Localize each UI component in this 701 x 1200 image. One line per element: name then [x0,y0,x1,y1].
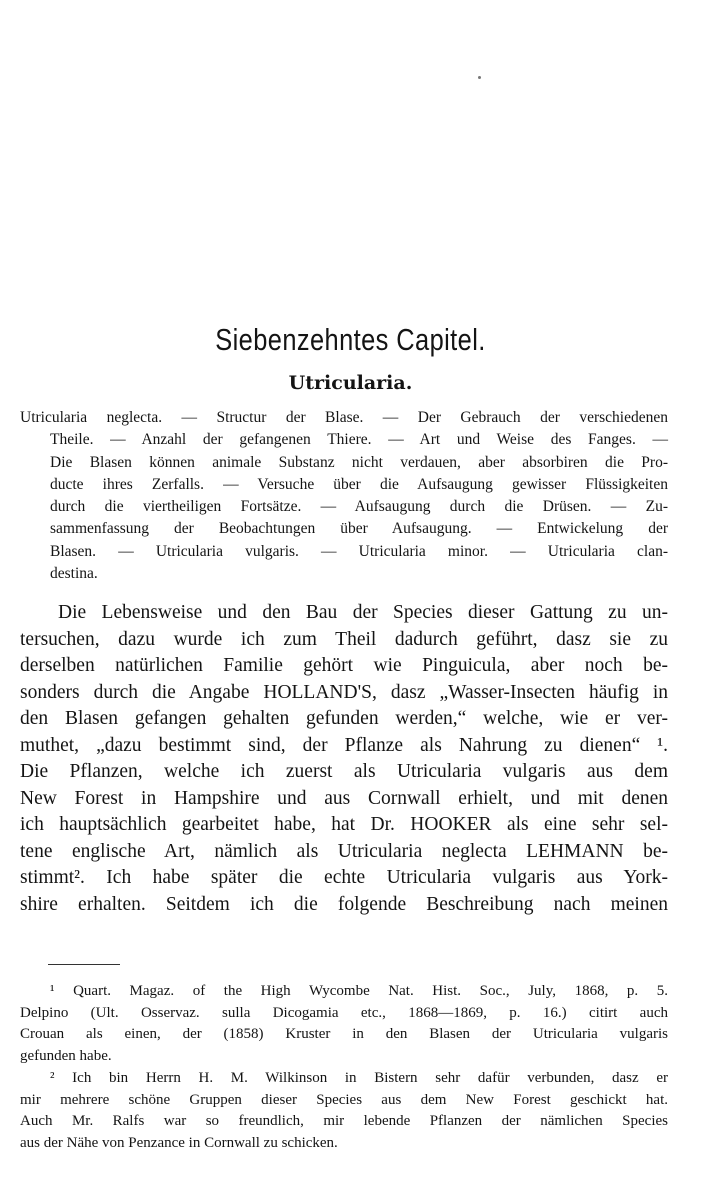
footnote-line: Crouan als einen, der (1858) Kruster in den Blasen der Utricularia vulgaris [20,1026,668,1043]
print-speck [478,76,481,79]
footnote-line: Auch Mr. Ralfs war so freundlich, mir lebende Pflanzen der nämlichen Species [20,1113,668,1130]
footnote-line: ¹ Quart. Magaz. of the High Wycombe Nat. Hist. Soc., July, 1868, p. 5. [50,983,668,999]
body-line: Die Lebensweise und den Bau der Species dieser Gattung zu un- [58,602,668,623]
body-line: den Blasen gefangen gehalten gefunden werden,“ welche, wie er ver- [20,708,668,729]
footnote-line: ² Ich bin Herrn H. M. Wilkinson in Bistern sehr dafür verbunden, dasz er [50,1069,668,1086]
chapter-title: Siebenzehntes Capitel. [215,322,486,357]
body-line: Die Pflanzen, welche ich zuerst als Utricularia vulgaris aus dem [20,761,668,782]
body-line: derselben natürlichen Familie gehört wie Pinguicula, aber noch be- [20,655,668,676]
footnote-line: gefunden habe. [20,1048,112,1065]
footnotes [20,981,668,1155]
summary-line: Utricularia neglecta. — Structur der Blase. — Der Gebrauch der verschiedenen [20,409,668,426]
summary-line: Die Blasen können animale Substanz nicht verdauen, aber absorbiren die Pro- [50,453,668,471]
body-line: stimmt². Ich habe später die echte Utricularia vulgaris aus York- [20,867,668,888]
body-line: shire erhalten. Seitdem ich die folgende Beschreibung nach meinen [20,893,668,915]
footnote-separator [48,964,120,965]
footnote-line: mir mehrere schöne Gruppen dieser Species aus dem New Forest geschickt hat. [20,1091,668,1108]
body-line: sonders durch die Angabe HOLLAND'S, dasz „Wasser-Insecten häufig in [20,681,668,703]
summary-line: Blasen. — Utricularia vulgaris. — Utricularia minor. — Utricularia clan- [50,542,668,560]
summary-line: ducte ihres Zerfalls. — Versuche über die Aufsaugung gewisser Flüssigkeiten [50,475,668,493]
body-line: tersuchen, dazu wurde ich zum Theil dadurch geführt, dasz sie zu [20,628,668,650]
chapter-subtitle: Utricularia. [288,372,413,394]
summary-line: Theile. — Anzahl der gefangenen Thiere. — Art und Weise des Fanges. — [50,431,668,449]
footnote-line: Delpino (Ult. Osservaz. sulla Dicogamia etc., 1868—1869, p. 16.) citirt auch [20,1004,668,1021]
body-line: ich hauptsächlich gearbeitet habe, hat Dr. HOOKER als eine sehr sel- [20,814,668,835]
summary-line: sammenfassung der Beobachtungen über Aufsaugung. — Entwickelung der [50,520,668,538]
body-line: New Forest in Hampshire und aus Cornwall erhielt, und mit denen [20,787,668,809]
summary-line: destina. [50,565,98,583]
body-line: muthet, „dazu bestimmt sind, der Pflanze als Nahrung zu dienen“ ¹. [20,734,668,756]
body-paragraph [20,600,668,918]
footnote-line: aus der Nähe von Penzance in Cornwall zu schicken. [20,1134,338,1151]
chapter-summary [20,407,668,585]
summary-line: durch die viertheiligen Fortsätze. — Aufsaugung durch die Drüsen. — Zu- [50,498,668,516]
body-line: tene englische Art, nämlich als Utricularia neglecta LEHMANN be- [20,840,668,862]
